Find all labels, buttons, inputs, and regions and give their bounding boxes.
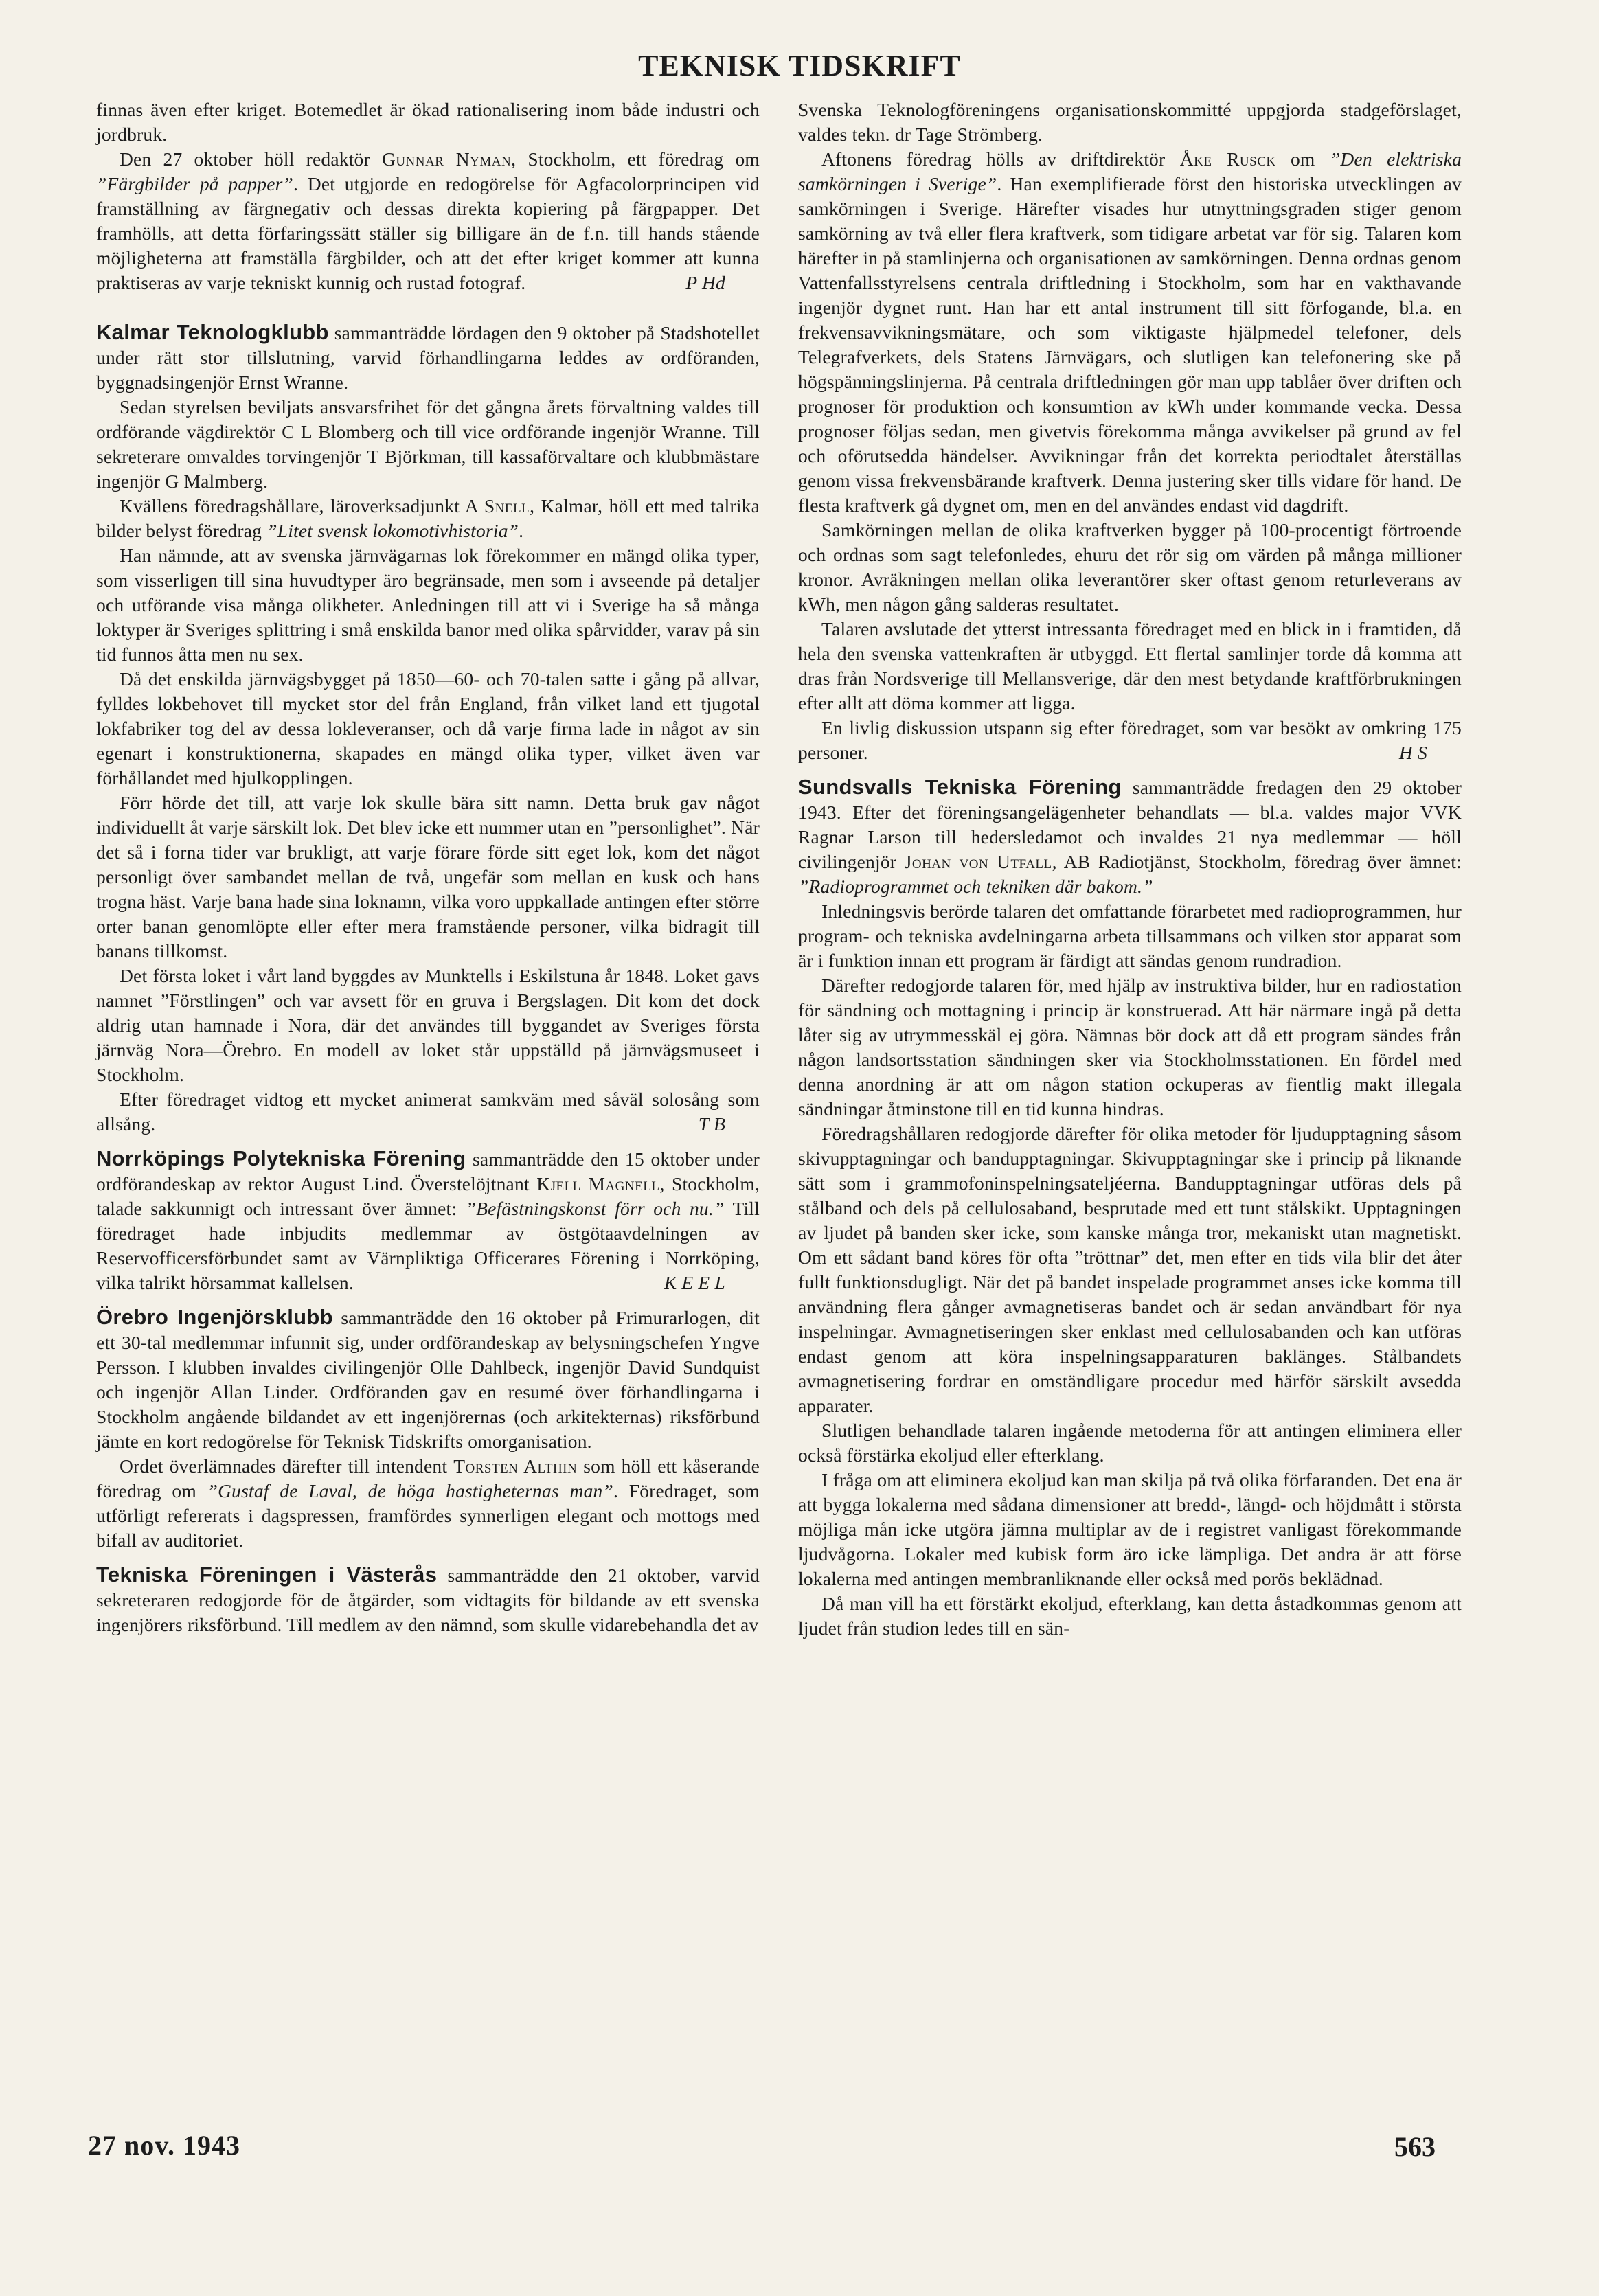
paragraph: Tekniska Föreningen i Västerås sammanträdde den 21 oktober, varvid sekreteraren redogjorde för de åtgärder, som vidtagits för bildande av ett svenska ingenjörers riksförbund. Till medlem av den nämnd, som skulle vidarebehandla det av — [96, 1562, 760, 1635]
person-name: Gunnar Nyman — [381, 148, 512, 170]
page-number: 563 — [1394, 2131, 1436, 2162]
paragraph: Den 27 oktober höll redaktör Gunnar Nyman, Stockholm, ett föredrag om ”Färgbilder på papper”. Det utgjorde en redogörelse för Agfacolorprincipen vid framställning av färgnegativ och dessas direkta kopiering på färgpapper. Det framhölls, att detta förfaringssätt ställer sig billigare än de f.n. till hands stående möjligheterna att framställa färgbilder, och att det efter kriget kommer att kunna praktiseras av varje tekniskt kunnig och rustad fotograf. P Hd — [96, 147, 760, 295]
paragraph: finnas även efter kriget. Botemedlet är ökad rationalisering inom både industri och jordbruk. — [96, 99, 760, 145]
paragraph: Förr hörde det till, att varje lok skulle bära sitt namn. Detta bruk gav något individuellt åt varje särskilt lok. Det blev icke ett nummer utan en ”personlighet”. När det så i forna tider var brukligt, att varje förare förde sitt eget lok, kom det något personligt över sambandet mellan de två, ungefär som mellan en kusk och hans trogna häst. Varje bana hade sina loknamn, vilka voro uppkallade antingen efter större orter banan genomlöpte eller efter mera framstående personer, vilka bidragit till banans tillkomst. — [96, 792, 760, 962]
paragraph: Föredragshållaren redogjorde därefter för olika metoder för ljudupptagning såsom skivupptagningar och bandupptagningar. Skivupptagningar ske i princip på liknande sätt som i grammofoninspelningsateljéerna. Bandupptagningar utföras dels på stålband och dels på cellulosaband, besprutade med ett tunt stålskikt. Upptagningen av ljudet på banden sker icke, som kanske många tror, mekaniskt utan magnetiskt. Om ett sådant band köres för ofta ”tröttnar” det, men efter en tids vila blir det åter fullt funktionsdugligt. När det på bandet inspelade programmet anses icke komma till användning flera gånger avmagnetiseras bandet och är sedan användbart för nya inspelningar. Avmagnetiseringen sker enklast med cellulosabanden och kan utföras endast genom att köra inspelningsapparaturen baklänges. Stålbandets avmagnetisering fordrar en omständligare procedur med härför särskilt avsedda apparater. — [798, 1123, 1462, 1416]
paragraph: I fråga om att eliminera ekoljud kan man skilja på två olika förfaranden. Det ena är att bygga lokalerna med sådana dimensioner att bredd-, längd- och höjdmått i största möjliga mån icke utgöra jämna multiplar av de i registret vanligast förekommande ljudvågorna. Lokaler med kubisk form äro icke lämpliga. Det andra är att förse lokalerna med antingen membranliknande eller också med porös beklädnad. — [798, 1469, 1462, 1589]
lecture-title: ”Befästningskonst förr och nu.” — [465, 1198, 725, 1219]
issue-date: 27 nov. 1943 — [88, 2130, 241, 2161]
lecture-title: ”Gustaf de Laval, de höga hastigheternas man” — [207, 1480, 613, 1501]
lecture-title: ”Den elektriska samkörningen i Sverige” — [798, 148, 1462, 194]
paragraph: Inledningsvis berörde talaren det omfattande förarbetet med radioprogrammen, hur program- och tekniska avdelningarna arbeta tillsammans och vilken stor apparat som är i funktion innan ett program är färdigt att sändas genom rundradion. — [798, 900, 1462, 971]
paragraph: Slutligen behandlade talaren ingående metoderna för att antingen eliminera eller också förstärka ekoljud eller efterklang. — [798, 1420, 1462, 1466]
paragraph: Ordet överlämnades därefter till intendent Torsten Althin som höll ett kåserande föredrag om ”Gustaf de Laval, de höga hastigheternas man”. Föredraget, som utförligt refererats i dagspressen, framfördes synnerligen elegant och mottogs med bifall av auditoriet. — [96, 1455, 760, 1551]
journal-masthead: TEKNISK TIDSKRIFT — [638, 49, 961, 82]
paragraph: Samkörningen mellan de olika kraftverken bygger på 100-procentigt förtroende och ordnas som sagt telefonledes, ehuru det rör sig om värden på många millioner kronor. Avräkningen mellan olika leverantörer sker oftast genom returleverans av kWh, men någon gång salderas resultatet. — [798, 519, 1462, 615]
club-heading: Norrköpings Polytekniska Förening — [96, 1146, 466, 1170]
signature: H S — [1398, 742, 1427, 763]
paragraph: Aftonens föredrag hölls av driftdirektör Åke Rusck om ”Den elektriska samkörningen i Sverige”. Han exemplifierade först den historiska utvecklingen av samkörningen i Sverige. Härefter visades hur utnyttningsgraden stiger genom samkörning av två eller flera kraftverk, som tidigare arbetat var för sig. Talaren kom härefter in på stamlinjerna och organisationen av samkörningen. Denna ordnas genom Vattenfallsstyrelsens centrala driftledning i Stockholm, som har en vakthavande ingenjör dygnet runt. Han har ett antal instrument till sitt förfogande, bl.a. en frekvensavvikningsmätare, och som viktigaste hjälpmedel telefoner, dels Telegrafverkets, dels Statens Järnvägars, och slutligen kan telefonering ske på högspänningslinjerna. På centrala driftledningen gör man upp tablåer över driften och prognoser för produktion och konsumtion av kWh under kommande vecka. Dessa prognoser följas sedan, men givetvis förekomma många avvikelser på grund av fel och oförutsedda händelser. Avvikningar från det korrekta periodtalet återställas genom vissa frekvensbärande kraftverk. Denna justering sker tills vidare för hand. De flesta kraftverk gå dygnet om, men en del användes endast vid dagdrift. — [798, 148, 1462, 516]
paragraph: Sedan styrelsen beviljats ansvarsfrihet för det gångna årets förvaltning valdes till ordförande vägdirektör C L Blomberg och till vice ordförande ingenjör Wranne. Till sekreterare omvaldes torvingenjör T Björkman, till kassaförvaltare och klubbmästare ingenjör G Malmberg. — [96, 396, 760, 492]
paragraph: Kalmar Teknologklubb sammanträdde lördagen den 9 oktober på Stadshotellet under rätt stor tillslutning, varvid förhandlingarna leddes av ordföranden, byggnadsingenjör Ernst Wranne. — [96, 320, 760, 393]
lecture-title: ”Färgbilder på papper” — [96, 173, 294, 194]
person-name: Snell — [484, 495, 530, 516]
right-column — [798, 98, 1462, 1641]
signature: K E E L — [664, 1272, 725, 1293]
lecture-title: ”Radioprogrammet och tekniken där bakom.” — [798, 876, 1153, 897]
person-name: Johan von Utfall — [904, 851, 1052, 872]
lecture-title: ”Litet svensk lokomotivhistoria” — [266, 520, 519, 541]
paragraph: Kvällens föredragshållare, läroverksadjunkt A Snell, Kalmar, höll ett med talrika bilder belyst föredrag ”Litet svensk lokomotivhistoria”. — [96, 495, 760, 541]
club-heading: Sundsvalls Tekniska Förening — [798, 775, 1122, 799]
paragraph: Efter föredraget vidtog ett mycket animerat samkväm med såväl solosång som allsång. T B — [96, 1087, 760, 1137]
paragraph: Då man vill ha ett förstärkt ekoljud, efterklang, kan detta åstadkommas genom att ljudet från studion ledes till en sän- — [798, 1593, 1462, 1639]
club-heading: Tekniska Föreningen i Västerås — [96, 1562, 438, 1587]
paragraph: Då det enskilda järnvägsbygget på 1850—60- och 70-talen satte i gång på allvar, fylldes lokbehovet till mycket stor del från England, från vilket land ett tjugotal lokfabriker tog del av dessa lokleveranser, och då varje firma lade in något av sin egenart i konstruktionerna, skapades en mängd olika typer, vilket även var förhållandet med hjulkopplingen. — [96, 668, 760, 788]
left-column — [96, 98, 760, 1637]
person-name: Åke Rusck — [1179, 148, 1276, 170]
paragraph: Sundsvalls Tekniska Förening sammanträdde fredagen den 29 oktober 1943. Efter det föreningsangelägenheter behandlats — bl.a. valdes major VVK Ragnar Larson till hedersledamot och invaldes 21 nya medlemmar — höll civilingenjör Johan von Utfall, AB Radiotjänst, Stockholm, föredrag över ämnet: ”Radioprogrammet och tekniken där bakom.” — [798, 775, 1462, 897]
paragraph: Talaren avslutade det ytterst intressanta föredraget med en blick in i framtiden, då hela den svenska vattenkraften är utbyggd. Ett flertal samlinjer torde då komma att dras från Nordsverige till Mellansverige, där den mest betydande kraftförbrukningen efter allt att döma kommer att ligga. — [798, 618, 1462, 714]
paragraph: Norrköpings Polytekniska Förening sammanträdde den 15 oktober under ordförandeskap av rektor August Lind. Överstelöjtnant Kjell Magnell, Stockholm, talade sakkunnigt och intressant över ämnet: ”Befästningskonst förr och nu.” Till föredraget hade inbjudits medlemmar av östgötaavdelningen av Reservofficersförbundet samt av Värnpliktiga Officerares Förening i Norrköping, vilka talrikt hörsammat kallelsen. K E E L — [96, 1146, 760, 1295]
paragraph: Därefter redogjorde talaren för, med hjälp av instruktiva bilder, hur en radiostation för sändning och mottagning i princip är konstruerad. Att här närmare ingå på detta låter sig av utrymmesskäl ej göra. Nämnas bör dock att då ett program sändes från någon landsortsstation sändningen sker via Stockholmsstationen. En fördel med denna anordning är att om någon station ockuperas av fientlig makt illegala sändningar åtminstone till en tid kunna hindras. — [798, 975, 1462, 1119]
paragraph: Svenska Teknologföreningens organisationskommitté uppgjorda stadgeförslaget, valdes tekn. dr Tage Strömberg. — [798, 99, 1462, 145]
club-heading: Örebro Ingenjörsklubb — [96, 1305, 333, 1329]
signature: T B — [698, 1113, 725, 1135]
person-name: Kjell Magnell — [536, 1173, 660, 1194]
paragraph: En livlig diskussion utspann sig efter föredraget, som var besökt av omkring 175 personer. H S — [798, 716, 1462, 765]
club-heading: Kalmar Teknologklubb — [96, 320, 329, 344]
paragraph: Örebro Ingenjörsklubb sammanträdde den 16 oktober på Frimurarlogen, dit ett 30-tal medlemmar infunnit sig, under ordförandeskap av belysningschefen Yngve Persson. I klubben invaldes civilingenjör Olle Dahlbeck, ingenjör David Sundquist och ingenjör Allan Linder. Ordföranden gav en resumé över förhandlingarna i Stockholm angående bildandet av ett ingenjörernas (och arkitekternas) riksförbund jämte en kort redogörelse för Teknisk Tidskrifts omorganisation. — [96, 1305, 760, 1452]
paragraph: Han nämnde, att av svenska järnvägarnas lok förekommer en mängd olika typer, som visserligen till sina huvudtyper äro begränsade, men som i avseende på detaljer och utförande visa många olikheter. Anledningen till att vi i Sverige ha så många loktyper är Sveriges splittring i små enskilda banor med olika spårvidder, varav på sin tid funnos åtta men nu sex. — [96, 545, 760, 665]
signature: P Hd — [685, 272, 725, 293]
paragraph: Det första loket i vårt land byggdes av Munktells i Eskilstuna år 1848. Loket gavs namnet ”Förstlingen” och var avsett för en gruva i Bergslagen. Dit kom det dock aldrig utan hamnade i Nora, där det användes till byggandet av Sveriges första järnväg Nora—Örebro. En modell av loket står uppställd på järnvägsmuseet i Stockholm. — [96, 965, 760, 1085]
person-name: Torsten Althin — [453, 1455, 578, 1477]
